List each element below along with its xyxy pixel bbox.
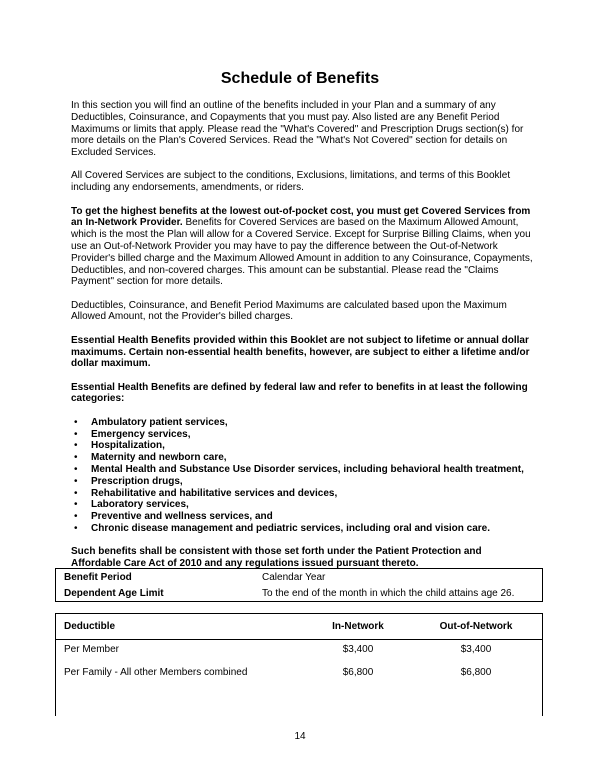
table-header-row — [56, 614, 542, 640]
list-item — [71, 464, 533, 476]
deductible-header: Deductible — [64, 621, 116, 632]
page-number: 14 — [294, 731, 306, 742]
category-text: Ambulatory patient services, — [91, 416, 228, 428]
list-item — [71, 499, 533, 511]
list-item — [71, 440, 533, 452]
per-member-in-network: $3,400 — [342, 644, 374, 655]
conditions-paragraph: All Covered Services are subject to the conditions, Exclusions, limitations, and terms of this Booklet including any endorsements, amendments, or riders. — [71, 170, 511, 194]
dependent-age-label: Dependent Age Limit — [64, 588, 164, 599]
ehb-maximums-paragraph: Essential Health Benefits provided within this Booklet are not subject to lifetime or annual dollar maximums. Certain non-essential health benefits, however, are subject to either a lifetime and/or dollar maximum. — [71, 334, 530, 370]
list-item — [71, 488, 533, 500]
list-item — [71, 511, 533, 523]
per-member-label: Per Member — [64, 644, 120, 655]
bullet-icon: • — [74, 499, 78, 511]
category-text: Mental Health and Substance Use Disorder services, including behavioral health treatment, — [91, 463, 524, 475]
bullet-icon: • — [74, 475, 78, 487]
category-text: Maternity and newborn care, — [91, 452, 227, 464]
bullet-icon: • — [74, 487, 78, 499]
category-text: Prescription drugs, — [91, 475, 183, 487]
aca-consistency-paragraph: Such benefits shall be consistent with those set forth under the Patient Protection and Affordable Care Act of 2010 and any regulations issued pursuant thereto. — [71, 545, 482, 569]
bullet-icon: • — [74, 452, 78, 464]
page-title: Schedule of Benefits — [220, 70, 380, 87]
deductibles-paragraph: Deductibles, Coinsurance, and Benefit Period Maximums are calculated based upon the Maximum Allowed Amount, not the Provider's billed charges. — [71, 299, 507, 323]
category-text: Rehabilitative and habilitative services and devices, — [91, 487, 338, 499]
benefit-period-table — [55, 568, 543, 602]
body-content — [71, 100, 533, 581]
category-text: Emergency services, — [91, 428, 191, 440]
per-family-label: Per Family - All other Members combined — [64, 667, 248, 678]
in-network-emphasis: To get the highest benefits at the lowest out-of-pocket cost, you must get Covered Services from an In-Network Provider. — [71, 205, 531, 229]
category-text: Preventive and wellness services, and — [91, 511, 273, 523]
out-of-network-header: Out-of-Network — [439, 621, 513, 632]
bullet-icon: • — [74, 511, 78, 523]
table-row — [64, 588, 534, 602]
dependent-age-value: To the end of the month in which the child attains age 26. — [262, 588, 515, 599]
list-item — [71, 452, 533, 464]
bullet-icon: • — [74, 428, 78, 440]
table-row — [64, 572, 534, 586]
in-network-header: In-Network — [332, 621, 384, 632]
list-item — [71, 523, 533, 535]
bullet-icon: • — [74, 463, 78, 475]
ehb-category-list — [71, 417, 533, 535]
ehb-definition-paragraph: Essential Health Benefits are defined by federal law and refer to benefits in at least the following categories: — [71, 381, 528, 405]
bullet-icon: • — [74, 416, 78, 428]
in-network-detail: Benefits for Covered Services are based on the Maximum Allowed Amount, which is the most the Plan will allow for a Covered Service. Except for Surprise Billing Claims, when you use an Out-of-Network Provider you may have to pay the difference between the Out-of-Network Provider's billed charge and the Maximum Allowed Amount in addition to any Coinsurance, Copayments, Deductibles, and non-covered charges. This amount can be substantial. Please read the "Claims Payment" section for more details. — [71, 217, 533, 288]
intro-paragraph: In this section you will find an outline of the benefits included in your Plan and a summary of any Deductibles, Coinsurance, and Copayments that you must pay. Also listed are any Benefit Period Maximums or limits that apply. Please read the "What's Covered" and Prescription Drugs section(s) for more details on the Plan's Covered Services. Read the "What's Not Covered" section for details on Excluded Services. — [71, 100, 524, 159]
bullet-icon: • — [74, 522, 78, 534]
category-text: Laboratory services, — [91, 499, 189, 511]
list-item — [71, 417, 533, 429]
list-item — [71, 429, 533, 441]
category-text: Hospitalization, — [91, 440, 165, 452]
per-member-out-of-network: $3,400 — [460, 644, 492, 655]
per-family-out-of-network: $6,800 — [460, 667, 492, 678]
benefit-period-value: Calendar Year — [262, 572, 326, 583]
category-text: Chronic disease management and pediatric services, including oral and vision care. — [91, 522, 491, 534]
benefit-period-label: Benefit Period — [64, 572, 132, 583]
bullet-icon: • — [74, 440, 78, 452]
per-family-in-network: $6,800 — [342, 667, 374, 678]
deductible-table — [55, 613, 543, 716]
list-item — [71, 476, 533, 488]
in-network-paragraph — [71, 206, 533, 289]
